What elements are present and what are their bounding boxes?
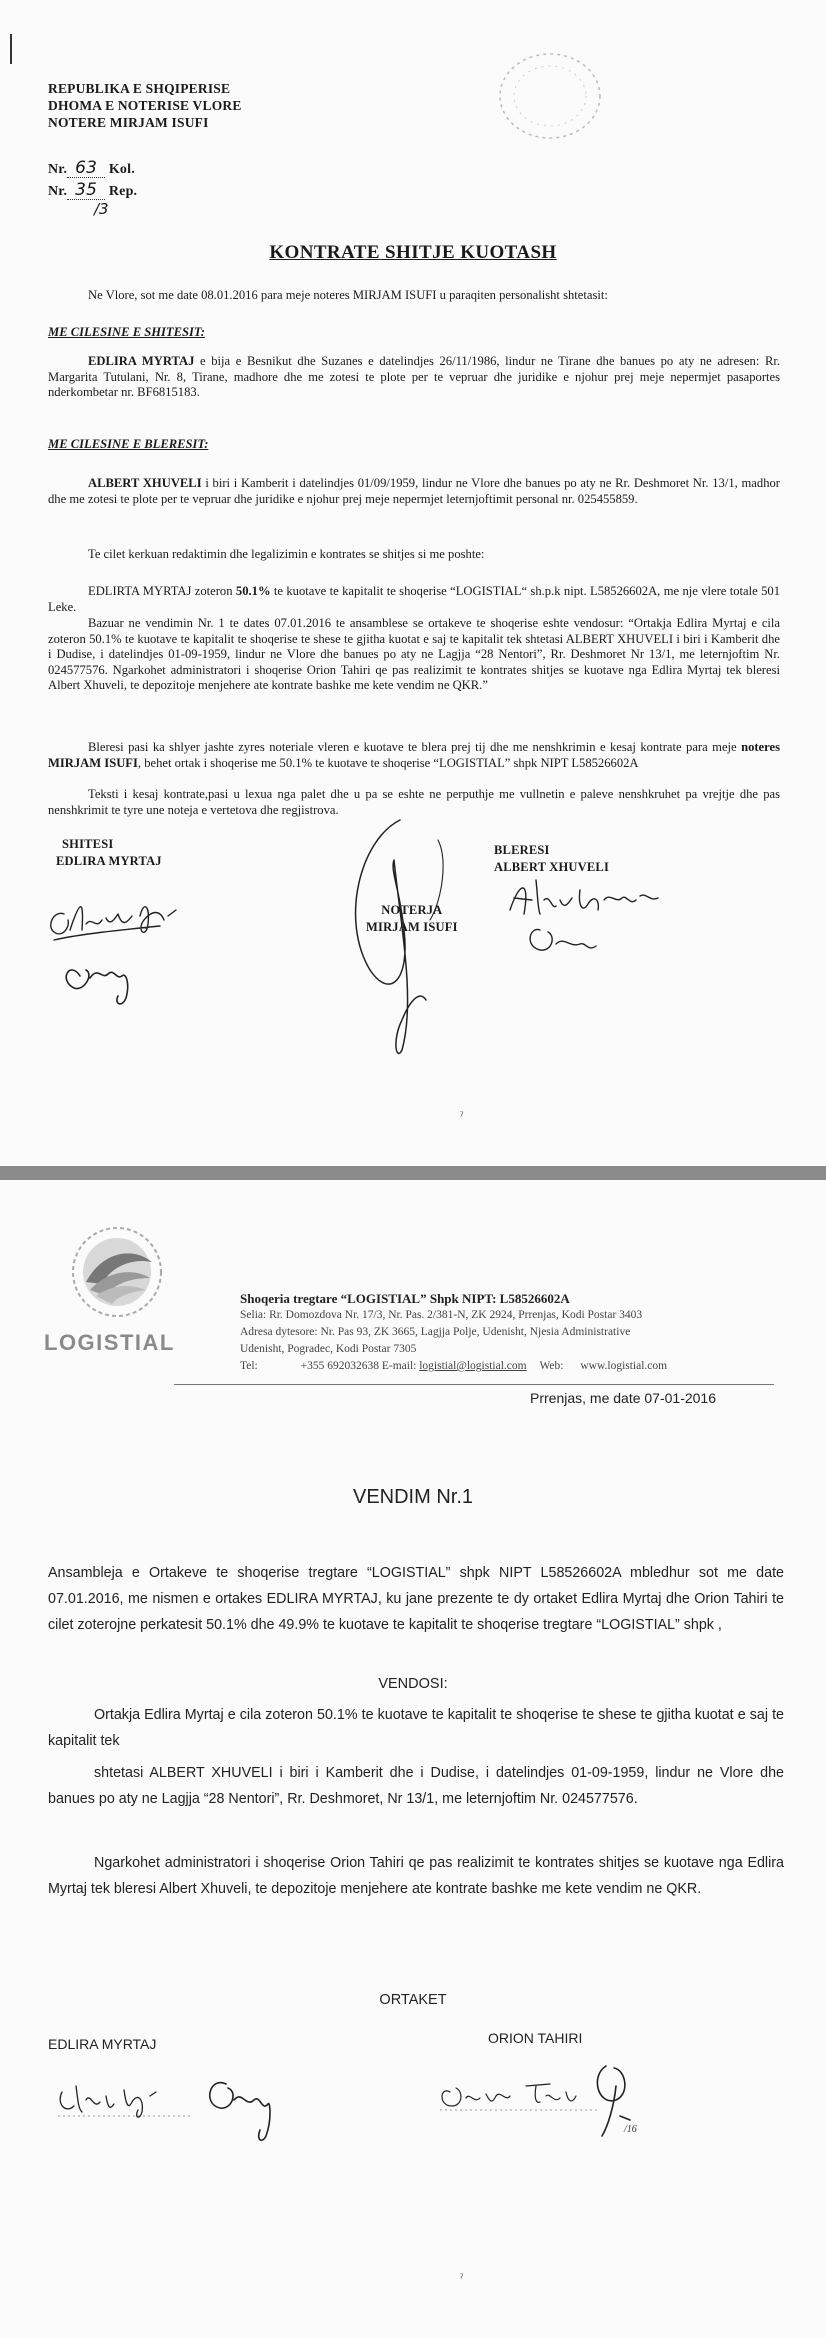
seller-details: e bija e Besnikut dhe Suzanes e datelindjes 26/11/1986, lindur ne Tirane dhe banues po aty ne adresen: Rr. Margarita Tutulani, Nr. 8, Tirane, madhore dhe me zotesi te plote per te vepruar dhe juridike e njohur prej meje nepermjet pasaportes nderkombetar nr. BF6815183. (48, 354, 781, 399)
partner-2-name: ORION TAHIRI (488, 2030, 583, 2046)
register-number-kol (48, 160, 135, 178)
web-label: Web: (539, 1360, 564, 1372)
notary-signature-image (330, 800, 480, 1070)
shares-paragraph (48, 584, 780, 615)
request-line: Te cilet kerkuan redaktimin dhe legalizimin e kontrates se shitjes si me poshte: (88, 547, 485, 561)
buyer-name: ALBERT XHUVELI (88, 476, 202, 490)
closing-paragraph: Teksti i kesaj kontrate,pasi u lexua nga palet dhe u pa se eshte ne perputhje me vullnetin e paleve nenshkruhet pa vrejtje dhe pas nenshkrimit te tyre une noteja e vertetova dhe regjistrova. (48, 787, 780, 817)
logo-wordmark: LOGISTIAL (44, 1330, 175, 1355)
seller-sig-name: EDLIRA MYRTAJ (56, 854, 162, 868)
page-mark: ˀ (460, 1108, 464, 1123)
tel-label: Tel: (240, 1360, 258, 1372)
buyer-role: BLERESI (494, 843, 550, 857)
faint-stamp (490, 48, 610, 148)
email-link[interactable]: logistial@logistial.com (419, 1360, 527, 1372)
logistial-logo-icon (62, 1222, 172, 1332)
decision-intro: Ansambleja e Ortakeve te shoqerise tregtare “LOGISTIAL” shpk NIPT L58526602A mbledhur sot me date 07.01.2016, me nismen e ortakes EDLIRA MYRTAJ, ku jane prezente te dy ortaket Edlira Myrtaj dhe Orion Tahiri te cilet zoterojne perkatesit 50.1% dhe 49.9% te kuotave te kapitalit te shoqerise tregtare “LOGISTIAL” shpk , (48, 1565, 784, 1633)
place-and-date: Prrenjas, me date 07-01-2016 (530, 1390, 716, 1406)
signature-date-note: /16 (624, 2124, 637, 2135)
seller-name: EDLIRA MYRTAJ (88, 354, 195, 368)
decision-title: VENDIM Nr.1 (352, 1486, 474, 1508)
notary-name-bold: noteres MIRJAM ISUFI (48, 740, 780, 770)
decides-heading: VENDOSI: (378, 1676, 448, 1692)
notarial-contract-page (0, 0, 826, 1166)
notary-header (48, 80, 242, 131)
kol-label: Kol. (108, 162, 135, 177)
notary-role: NOTERJA (381, 903, 443, 917)
tel-value: +355 692032638 (300, 1360, 379, 1372)
header-divider (174, 1384, 774, 1385)
register-number-rep (48, 182, 137, 200)
company-seat: Selia: Rr. Domozdova Nr. 17/3, Nr. Pas. 2/381-N, ZK 2924, Prrenjas, Kodi Postar 3403 (240, 1309, 643, 1321)
kol-number-handwritten: 63 (67, 160, 105, 178)
rep-number-sub: /3 (94, 200, 109, 218)
decision-point-2: shtetasi ALBERT XHUVELI i biri i Kamberit dhe i Dudise, i datelindjes 01-09-1959, lindur ne Vlore dhe banues po aty ne Lagjja “28 Nentori”, Rr. Deshmoret, Nr 13/1, me leternjoftim Nr. 024577576. (48, 1765, 784, 1807)
shares-percent: 50.1% (235, 584, 271, 598)
buyer-signature-image (500, 870, 680, 970)
page-mark: ˀ (460, 2270, 464, 2285)
nr-prefix: Nr. (48, 162, 68, 177)
decision-reference-paragraph: Bazuar ne vendimin Nr. 1 te dates 07.01.2016 te ansamblese se ortakeve te shoqerise eshte vendosur: “Ortakja Edlira Myrtaj e cila zoteron 50.1% te kuotave te kapitalit te shoqerise te shese te gjitha kuotat e saj te kapitalit tek shtetasi ALBERT XHUVELI i biri i Kamberit dhe i Dudise, i datelindjes 01-09-1959, lindur ne Vlore dhe banues po aty ne Lagjja “28 Nentori”, Rr. Deshmoret Nr 13/1, me leternjoftim Nr. 024577576. Ngarkohet administratori i shoqerise Orion Tahiri qe pas realizimit te kontrates shitjes se kuotave nga Edlira Myrtaj tek bleresi Albert Xhuveli, te depozitoje menjehere ate kontrate bashke me kete vendim ne QKR.” (48, 616, 780, 692)
email-label: E-mail: (381, 1360, 417, 1372)
header-line-3: NOTERE MIRJAM ISUFI (48, 115, 209, 130)
rep-label: Rep. (108, 184, 138, 199)
seller-paragraph (48, 354, 780, 401)
partner-1-name: EDLIRA MYRTAJ (48, 2036, 157, 2052)
partners-heading: ORTAKET (379, 1992, 447, 2008)
seller-signature-image (40, 880, 240, 1010)
decision-letter-page (0, 1180, 826, 2338)
nr-prefix: Nr. (48, 184, 68, 199)
company-secondary-address-1: Adresa dytesore: Nr. Pas 93, ZK 3665, Lagjja Polje, Udenisht, Njesia Administrative (240, 1326, 631, 1338)
notary-sig-name: MIRJAM ISUFI (366, 920, 458, 934)
seller-heading: ME CILESINE E SHITESIT: (48, 325, 205, 339)
company-name-line: Shoqeria tregtare “LOGISTIAL” Shpk NIPT: L58526602A (240, 1291, 570, 1306)
payment-text-b: , behet ortak i shoqerise me 50.1% te kuotave te shoqerise “LOGISTIAL” shpk NIPT L58526602A (137, 755, 639, 770)
company-letterhead (240, 1290, 667, 1375)
buyer-details: i biri i Kamberit i datelindjes 01/09/1959, lindur ne Vlore dhe banues po aty ne Rr. Deshmoret Nr. 13/1, madhor dhe me zotesi te plote per te vepruar dhe juridike e njohur prej meje nepermjet leternjoftimit personal nr. 025455859. (48, 476, 780, 506)
contract-intro: Ne Vlore, sot me date 08.01.2016 para meje noteres MIRJAM ISUFI u paraqiten personalisht shtetasit: (88, 288, 608, 302)
decision-point-1: Ortakja Edlira Myrtaj e cila zoteron 50.1% te kuotave te kapitalit te shoqerise te shese te gjitha kuotat e saj te kapitalit tek (48, 1707, 784, 1749)
shares-text-b: te kuotave te kapitalit te shoqerise “LOGISTIAL“ sh.p.k nipt. L58526602A, me nje vlere totale 501 Leke. (48, 584, 780, 614)
rep-number-handwritten: 35 (67, 182, 105, 200)
buyer-sig-name: ALBERT XHUVELI (494, 860, 610, 874)
payment-paragraph (48, 740, 780, 771)
shares-text-a: EDLIRTA MYRTAJ zoteron (88, 584, 236, 598)
punch-mark (10, 34, 12, 64)
buyer-heading: ME CILESINE E BLERESIT: (48, 437, 209, 451)
company-contact-line (240, 1358, 667, 1375)
company-secondary-address-2: Udenisht, Pogradec, Kodi Postar 7305 (240, 1343, 417, 1355)
decision-point-3: Ngarkohet administratori i shoqerise Orion Tahiri qe pas realizimit te kontrates shitjes se kuotave nga Edlira Myrtaj tek bleresi Albert Xhuveli, te depozitoje menjehere ate kontrate bashke me kete vendim ne QKR. (48, 1855, 784, 1897)
header-line-2: DHOMA E NOTERISE VLORE (48, 98, 242, 113)
seller-role: SHITESI (62, 837, 114, 851)
payment-text-a: Bleresi pasi ka shlyer jashte zyres noteriale vleren e kuotave te blera prej tij dhe me nenshkrimin e kesaj kontrate para meje (88, 740, 742, 754)
partner-1-signatures-image (50, 2056, 310, 2146)
seller-signature-label (56, 836, 162, 870)
header-line-1: REPUBLIKA E SHQIPERISE (48, 81, 231, 96)
buyer-paragraph (48, 476, 780, 507)
partner-2-signature-image (430, 2046, 690, 2146)
web-link[interactable]: www.logistial.com (580, 1360, 668, 1372)
contract-title: KONTRATE SHITJE KUOTASH (269, 242, 557, 263)
